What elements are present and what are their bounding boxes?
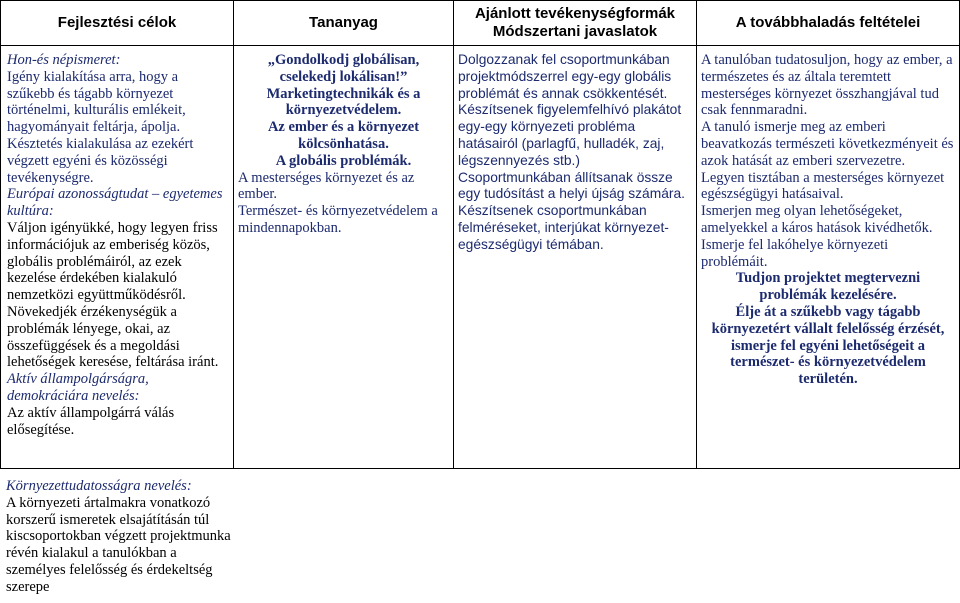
curriculum-bold-4: A globális problémák. xyxy=(275,152,412,169)
goal-text-heritage: Igény kialakítása arra, hogy a szűkebb és tágabb környezet történelmi, kulturális emlékeit, hagyományait feltárja, ápolja. Késztetés kialakulása az ezekért végzett egyéni és közösségi tevékenységre. xyxy=(7,68,194,186)
condition-bold-1: Tudjon projektet megtervezni problémák kezelésére. xyxy=(735,270,921,304)
curriculum-text-2: Természet- és környezetvédelem a mindennapokban. xyxy=(238,203,438,236)
cell-development-goals xyxy=(1,46,234,469)
condition-5: Ismerje fel lakóhelye környezeti problémáit. xyxy=(701,236,889,270)
curriculum-bold-2: Marketingtechnikák és a környezetvédelem. xyxy=(266,85,421,119)
condition-3: Legyen tisztában a mesterséges környezet egészségügyi hatásaival. xyxy=(701,169,945,203)
cell-progress-conditions xyxy=(697,46,960,469)
curriculum-bold-3: Az ember és a környezet kölcsönhatása. xyxy=(267,119,420,152)
header-development-goals: Fejlesztési célok xyxy=(1,1,234,46)
condition-2: A tanuló ismerje meg az emberi beavatkozás természeti következményeit és azok hatását az emberi szervezetre. xyxy=(701,119,954,169)
curriculum-bold-1: „Gondolkodj globálisan, cselekedj lokálisan!” xyxy=(267,52,420,85)
goal-heading-citizenship: Aktív állampolgárságra, demokráciára nevelés: xyxy=(7,371,149,404)
header-row xyxy=(1,1,960,46)
goal-heading-heritage: Hon-és népismeret: xyxy=(7,52,121,68)
cell-curriculum xyxy=(234,46,454,469)
condition-1: A tanulóban tudatosuljon, hogy az ember, a természetes és az általa teremtett mesterséges környezet összhangjával tud csak fennmaradni. xyxy=(701,52,953,119)
curriculum-text-1: A mesterséges környezet és az ember. xyxy=(238,169,415,203)
content-row xyxy=(1,46,960,469)
condition-bold-2: Élje át a szűkebb vagy tágabb környezetért vállalt felelősség érzését, ismerje fel egyéni lehetőségeit a természet- és környezetvédelem területén. xyxy=(711,303,945,388)
goal-heading-european: Európai azonosságtudat – egyetemes kultúra: xyxy=(7,186,223,220)
header-curriculum: Tananyag xyxy=(234,1,454,46)
goal-text-environment: A környezeti ártalmakra vonatkozó korszerű ismeretek elsajátításán túl kiscsoportokban végzett projektmunka révén kialakul a tanulókban a személyes felelősség és érdekeltség szerepe xyxy=(6,494,231,595)
header-activities-line2: Módszertani javaslatok xyxy=(492,23,658,40)
activity-2: Készítsenek figyelemfelhívó plakátot egy-egy környezeti probléma hatásairól (parlagfű, hulladék, zaj, légszennyezés stb.) xyxy=(458,102,682,168)
header-activities-line1: Ajánlott tevékenységformák xyxy=(474,5,676,22)
environment-awareness-block xyxy=(0,478,232,596)
activity-4: Készítsenek csoportmunkában felméréseket, interjúkat környezet-egészségügyi témában. xyxy=(458,203,669,252)
condition-4: Ismerjen meg olyan lehetőségeket, amelyekkel a káros hatások kivédhetők. xyxy=(701,203,933,236)
header-progress-conditions: A továbbhaladás feltételei xyxy=(697,1,960,46)
header-activities xyxy=(454,1,697,46)
cell-activities xyxy=(454,46,697,469)
goal-text-european: Váljon igényükké, hogy legyen friss információjuk az emberiség közös, globális problémáiról, az ezek kezelése érdekében kialakuló nemzetközi együttműködésről. Növekedjék érzékenységük a problémák lényege, okai, az összefüggések és a megoldási lehetőségek keresése, feltárása iránt. xyxy=(7,219,219,371)
activity-1: Dolgozzanak fel csoportmunkában projektmódszerrel egy-egy globális problémát és annak csökkentését. xyxy=(458,52,672,101)
goal-text-citizenship: Az aktív állampolgárrá válás elősegítése. xyxy=(7,404,175,438)
goal-heading-environment: Környezettudatosságra nevelés: xyxy=(6,478,192,494)
activity-3: Csoportmunkában állítsanak össze egy tudósítást a helyi újság számára. xyxy=(458,169,686,202)
